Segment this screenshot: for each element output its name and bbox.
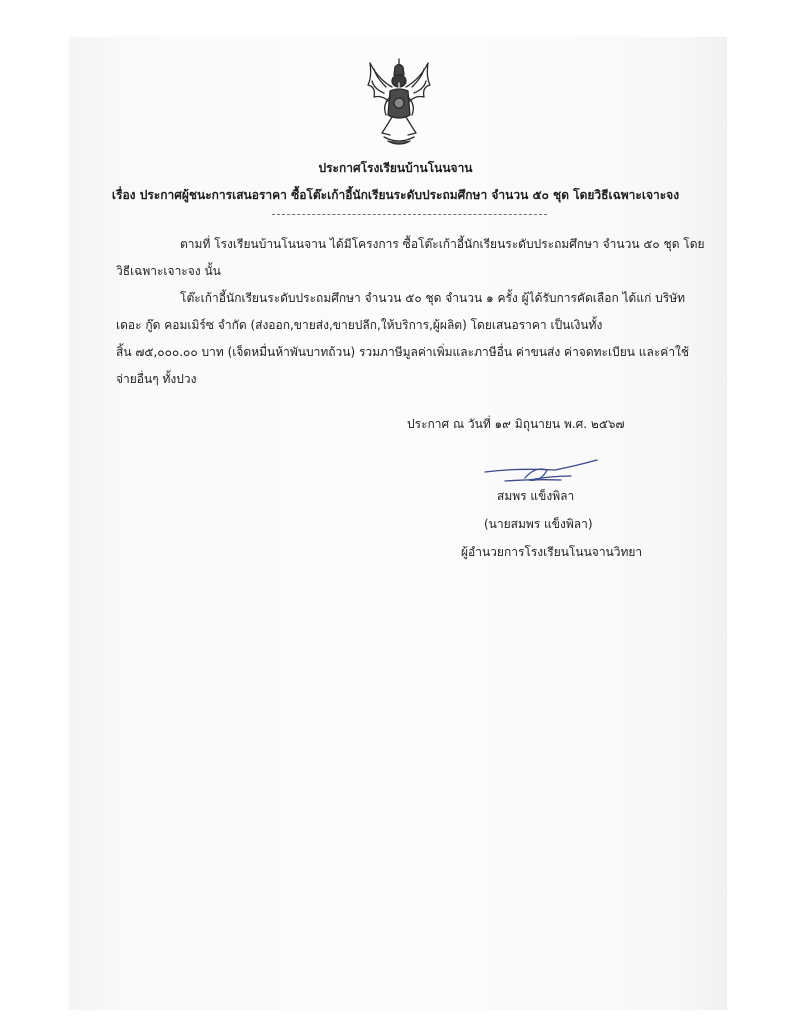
document-subject: เรื่อง ประกาศผู้ชนะการเสนอราคา ซื้อโต๊ะเก้าอี้นักเรียนระดับประถมศึกษา จำนวน ๕๐ ชุด โดยวิธีเฉพาะเจาะจง (111, 188, 680, 202)
garuda-emblem-icon (364, 57, 434, 149)
document-sheet (69, 37, 727, 1010)
signer-position: ผู้อำนวยการโรงเรียนโนนจานวิทยา (461, 545, 643, 559)
paragraph-2-line-2: เดอะ กู๊ด คอมเมิร์ซ จำกัด (ส่งออก,ขายส่ง,ขายปลีก,ให้บริการ,ผู้ผลิต) โดยเสนอราคา เป็นเงินทั้ง (116, 318, 603, 332)
paragraph-1-line-1: ตามที่ โรงเรียนบ้านโนนจาน ได้มีโครงการ ซื้อโต๊ะเก้าอี้นักเรียนระดับประถมศึกษา จำนวน ๕๐ ชุด โดย (180, 237, 705, 251)
signer-name: สมพร แข็งพิลา (497, 489, 575, 503)
paragraph-2-line-3: สิ้น ๗๕,๐๐๐.๐๐ บาท (เจ็ดหมื่นห้าพันบาทถ้วน) รวมภาษีมูลค่าเพิ่มและภาษีอื่น ค่าขนส่ง ค่าจดทะเบียน และค่าใช้ (116, 345, 690, 359)
paragraph-2-line-4: จ่ายอื่นๆ ทั้งปวง (116, 372, 197, 386)
announcement-date: ประกาศ ณ วันที่ ๑๙ มิถุนายน พ.ศ. ๒๕๖๗ (407, 417, 625, 431)
paragraph-2-line-1: โต๊ะเก้าอี้นักเรียนระดับประถมศึกษา จำนวน ๕๐ ชุด จำนวน ๑ ครั้ง ผู้ได้รับการคัดเลือก ได้แก่ บริษัท (180, 291, 686, 305)
title-divider (272, 214, 547, 215)
signer-full-name: (นายสมพร แข็งพิลา) (484, 517, 593, 531)
paragraph-1-line-2: วิธีเฉพาะเจาะจง นั้น (116, 264, 221, 278)
signature-icon (475, 452, 605, 492)
document-title: ประกาศโรงเรียนบ้านโนนจาน (318, 161, 473, 175)
